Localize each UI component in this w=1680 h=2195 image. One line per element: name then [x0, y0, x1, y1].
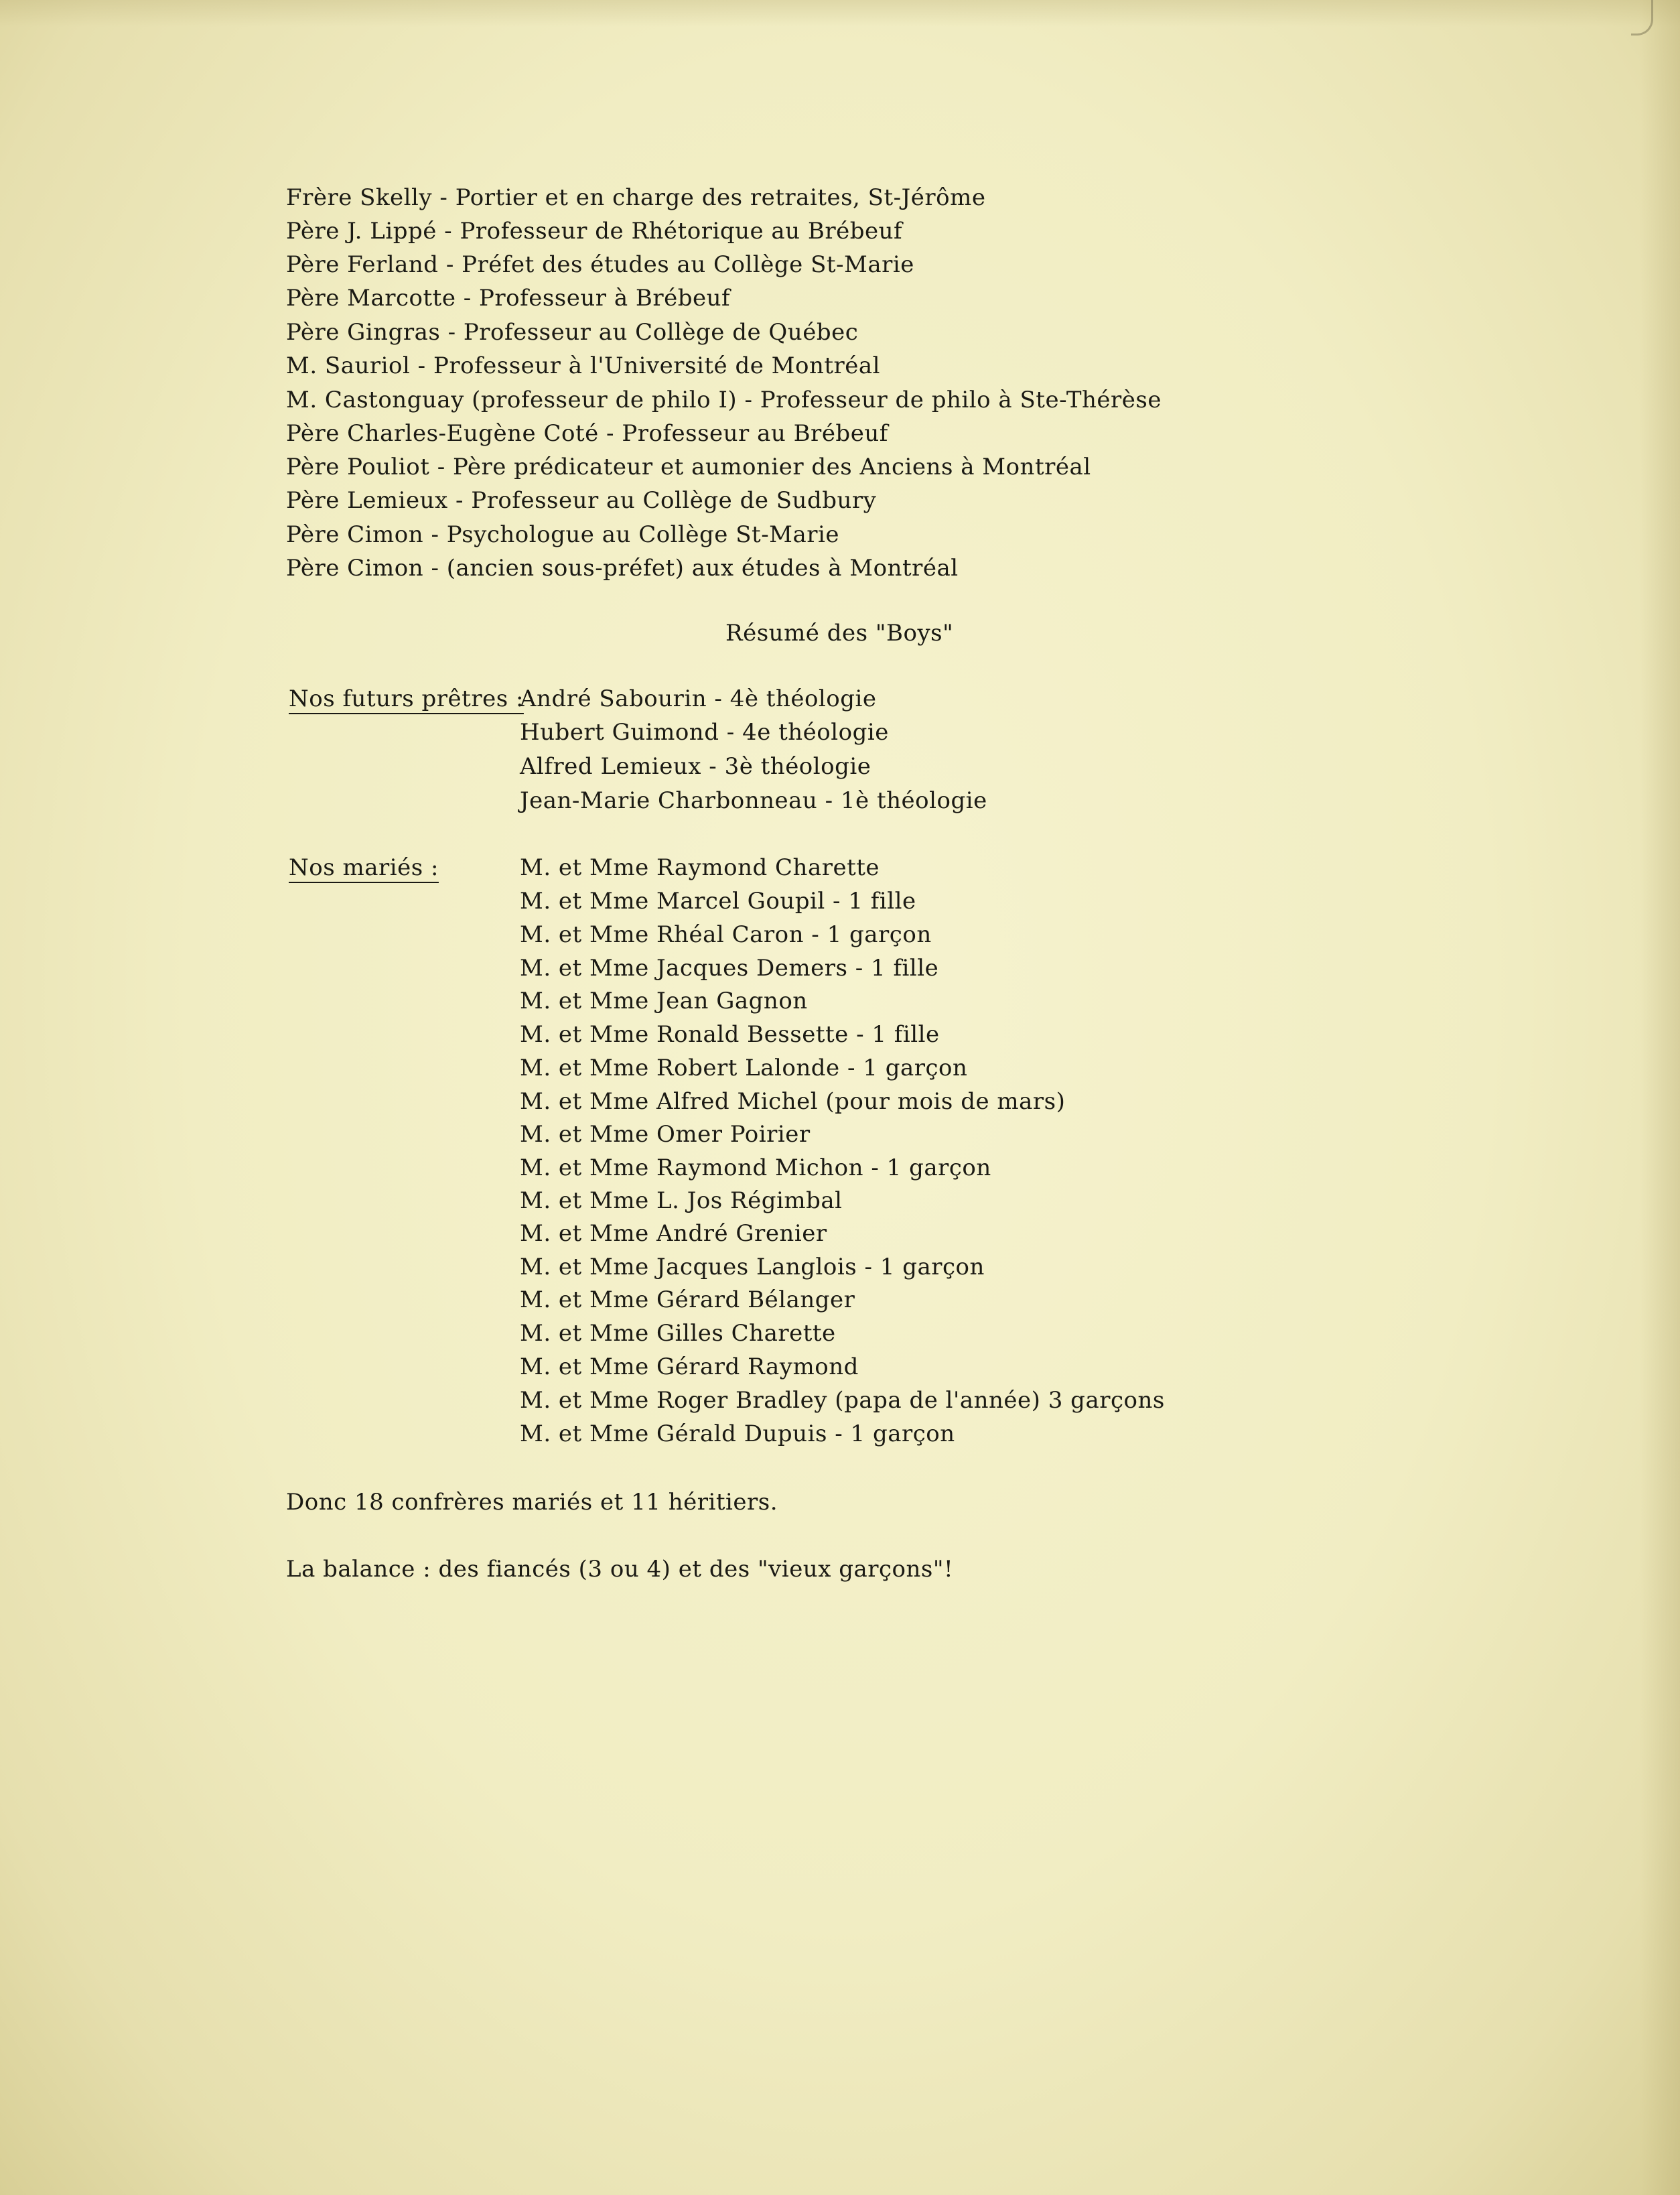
pretre-entry: Hubert Guimond - 4e théologie — [520, 719, 889, 746]
marie-entry: M. et Mme Ronald Bessette - 1 fille — [520, 1021, 940, 1048]
summary-line: La balance : des fiancés (3 ou 4) et des "vieux garçons"! — [286, 1556, 954, 1583]
marie-entry: M. et Mme Raymond Charette — [520, 854, 880, 881]
staff-line: Père Marcotte - Professeur à Brébeuf — [286, 285, 731, 312]
marie-entry: M. et Mme Gérard Raymond — [520, 1353, 859, 1380]
marie-entry: M. et Mme Gilles Charette — [520, 1320, 836, 1347]
marie-entry: M. et Mme Jacques Demers - 1 fille — [520, 955, 939, 982]
marie-entry: M. et Mme Robert Lalonde - 1 garçon — [520, 1055, 968, 1081]
staff-line: Père Ferland - Préfet des études au Collège St-Marie — [286, 251, 914, 278]
summary-line: Donc 18 confrères mariés et 11 héritiers. — [286, 1489, 778, 1516]
staff-line: Père Cimon - Psychologue au Collège St-Marie — [286, 521, 840, 548]
staff-line: M. Castonguay (professeur de philo I) - Professeur de philo à Ste-Thérèse — [286, 387, 1162, 413]
marie-entry: M. et Mme Raymond Michon - 1 garçon — [520, 1154, 991, 1181]
marie-entry: M. et Mme Gérald Dupuis - 1 garçon — [520, 1420, 955, 1447]
marie-entry: M. et Mme L. Jos Régimbal — [520, 1187, 843, 1214]
staff-line: Père Pouliot - Père prédicateur et aumonier des Anciens à Montréal — [286, 454, 1091, 480]
marie-entry: M. et Mme Gérard Bélanger — [520, 1286, 855, 1313]
marie-entry: M. et Mme Jean Gagnon — [520, 988, 808, 1014]
marie-entry: M. et Mme Jacques Langlois - 1 garçon — [520, 1254, 985, 1280]
staff-line: Père Gingras - Professeur au Collège de Québec — [286, 319, 859, 346]
marie-entry: M. et Mme André Grenier — [520, 1220, 827, 1247]
staff-line: Père J. Lippé - Professeur de Rhétorique au Brébeuf — [286, 218, 903, 245]
pretre-entry: Jean-Marie Charbonneau - 1è théologie — [520, 787, 987, 814]
staff-line: Père Lemieux - Professeur au Collège de Sudbury — [286, 487, 877, 514]
marie-entry: M. et Mme Marcel Goupil - 1 fille — [520, 888, 916, 915]
staff-line: Père Cimon - (ancien sous-préfet) aux études à Montréal — [286, 555, 959, 582]
resume-title: Résumé des "Boys" — [725, 620, 954, 647]
pretre-entry: André Sabourin - 4è théologie — [520, 685, 877, 712]
staff-line: M. Sauriol - Professeur à l'Université de Montréal — [286, 352, 881, 379]
staff-line: Père Charles-Eugène Coté - Professeur au Brébeuf — [286, 420, 888, 447]
maries-label: Nos mariés : — [289, 854, 439, 881]
futurs-pretres-label: Nos futurs prêtres : — [289, 685, 524, 712]
marie-entry: M. et Mme Roger Bradley (papa de l'année) 3 garçons — [520, 1387, 1165, 1414]
marie-entry: M. et Mme Alfred Michel (pour mois de mars) — [520, 1088, 1066, 1115]
marie-entry: M. et Mme Rhéal Caron - 1 garçon — [520, 921, 932, 948]
staff-line: Frère Skelly - Portier et en charge des retraites, St-Jérôme — [286, 184, 986, 211]
pretre-entry: Alfred Lemieux - 3è théologie — [520, 753, 871, 780]
marie-entry: M. et Mme Omer Poirier — [520, 1121, 811, 1148]
